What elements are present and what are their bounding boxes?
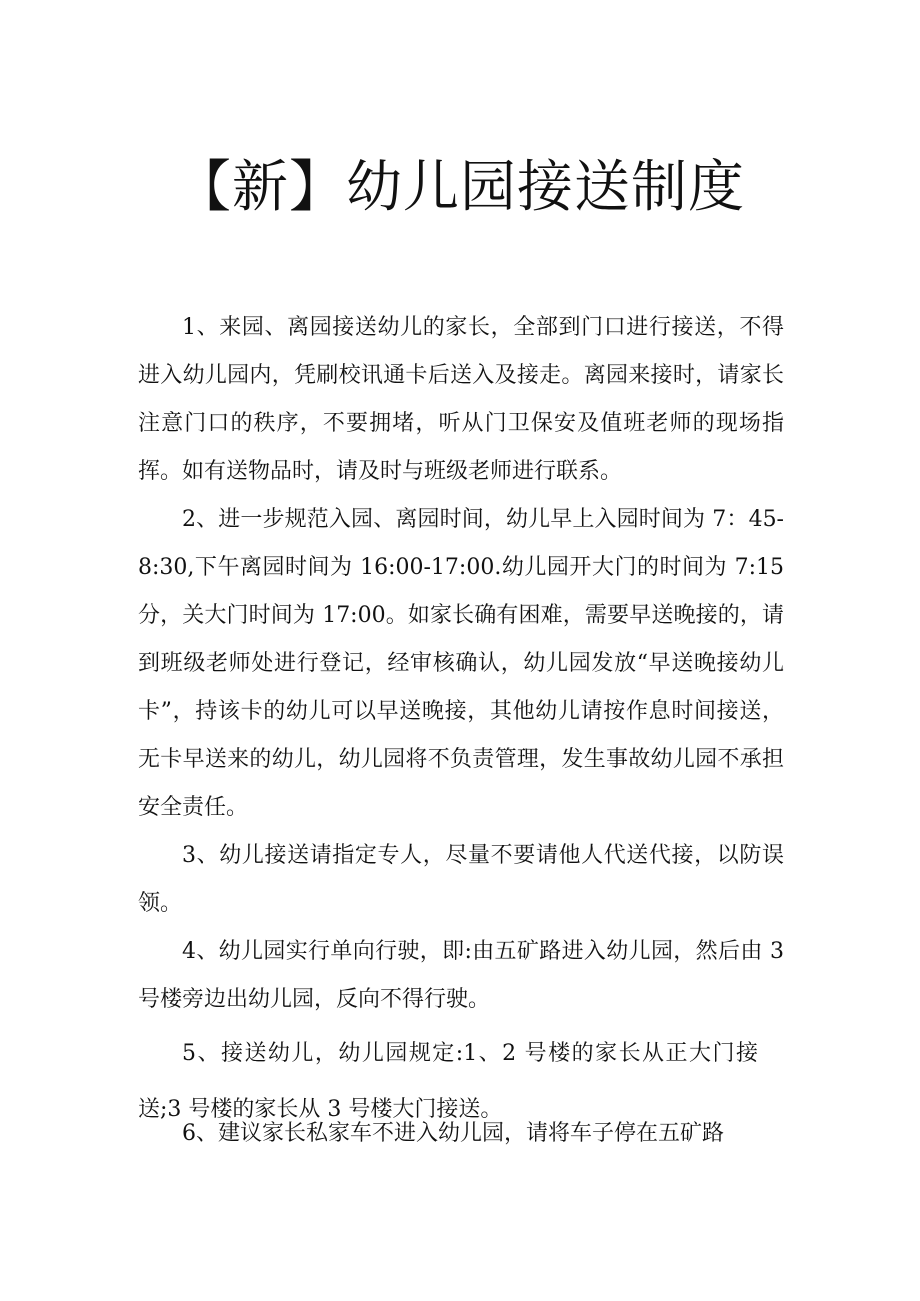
paragraph-5: 5、接送幼儿，幼儿园规定:1、2 号楼的家长从正大门接送;3 号楼的家长从 3 号楼大门接送。: [138, 1041, 758, 1122]
paragraph-2: 2、进一步规范入园、离园时间，幼儿早上入园时间为 7：45-8:30,下午离园时间为 16:00-17:00.幼儿园开大门的时间为 7:15 分，关大门时间为 17:00。如家长确有困难，需要早送晚接的，请到班级老师处进行登记，经审核确认，幼儿园发放“早送晚接幼儿卡”，持该卡的幼儿可以早送晚接，其他幼儿请按作息时间接送，无卡早送来的幼儿，幼儿园将不负责管理，发生事故幼儿园不承担安全责任。: [138, 507, 784, 820]
document-title: 【新】幼儿园接送制度: [175, 155, 745, 220]
paragraph-3: 3、幼儿接送请指定专人，尽量不要请他人代送代接，以防误领。: [138, 843, 784, 916]
paragraph-4: 4、幼儿园实行单向行驶，即:由五矿路进入幼儿园，然后由 3 号楼旁边出幼儿园，反向不得行驶。: [138, 939, 784, 1012]
paragraph-1: 1、来园、离园接送幼儿的家长，全部到门口进行接送，不得进入幼儿园内，凭刷校讯通卡后送入及接走。离园来接时，请家长注意门口的秩序，不要拥堵，听从门卫保安及值班老师的现场指挥。如有送物品时，请及时与班级老师进行联系。: [138, 315, 784, 484]
paragraph-6: 6、建议家长私家车不进入幼儿园，请将车子停在五矿路: [182, 1121, 724, 1146]
